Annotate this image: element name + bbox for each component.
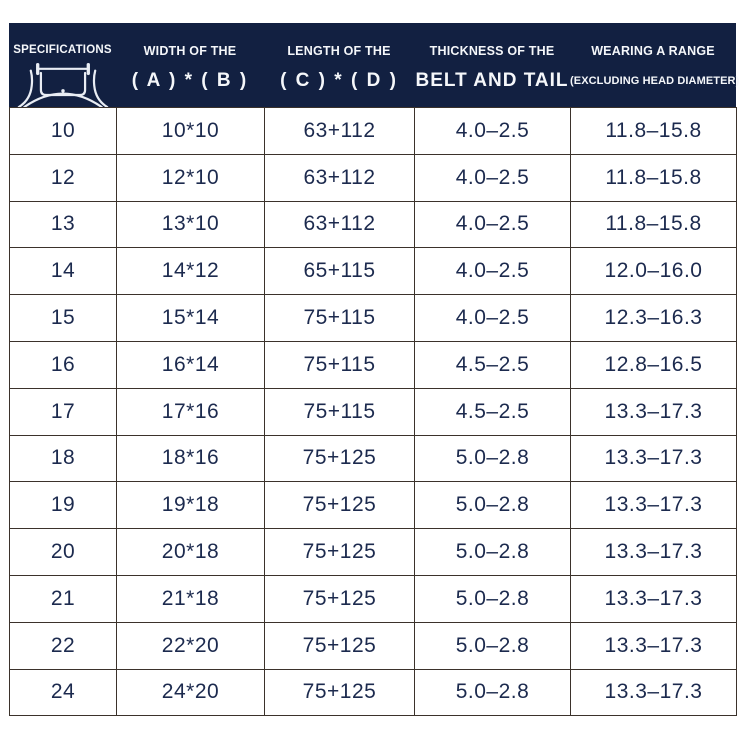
cell-wearing-range: 13.3–17.3 [571, 388, 737, 435]
cell-specification: 17 [10, 388, 117, 435]
header-wearing-range [570, 23, 740, 107]
cell-thickness: 5.0–2.8 [415, 575, 571, 622]
cell-width: 20*18 [117, 529, 265, 576]
cell-wearing-range: 13.3–17.3 [571, 669, 737, 716]
cell-wearing-range: 11.8–15.8 [571, 108, 737, 155]
cell-width: 21*18 [117, 575, 265, 622]
cell-width: 16*14 [117, 341, 265, 388]
cell-wearing-range: 13.3–17.3 [571, 575, 737, 622]
table-row [10, 529, 737, 576]
cell-width: 18*16 [117, 435, 265, 482]
cell-length: 75+125 [265, 575, 415, 622]
cell-specification: 16 [10, 341, 117, 388]
cell-length: 75+115 [265, 341, 415, 388]
cell-wearing-range: 13.3–17.3 [571, 622, 737, 669]
header-thickness [414, 23, 570, 107]
cell-specification: 20 [10, 529, 117, 576]
table-row [10, 201, 737, 248]
cell-wearing-range: 13.3–17.3 [571, 529, 737, 576]
cell-length: 63+112 [265, 201, 415, 248]
cell-length: 63+112 [265, 154, 415, 201]
cell-width: 12*10 [117, 154, 265, 201]
cell-width: 15*14 [117, 295, 265, 342]
header-length-formula: ( C ) * ( D ) [280, 70, 398, 91]
cell-width: 22*20 [117, 622, 265, 669]
cell-width: 10*10 [117, 108, 265, 155]
cell-thickness: 4.0–2.5 [415, 201, 571, 248]
cell-specification: 19 [10, 482, 117, 529]
cell-specification: 18 [10, 435, 117, 482]
header-wearing-range-label: WEARING A RANGE [591, 44, 715, 58]
cell-specification: 21 [10, 575, 117, 622]
cell-wearing-range: 12.0–16.0 [571, 248, 737, 295]
cell-specification: 13 [10, 201, 117, 248]
table-row [10, 108, 737, 155]
cell-thickness: 5.0–2.8 [415, 435, 571, 482]
cell-specification: 24 [10, 669, 117, 716]
cell-thickness: 4.5–2.5 [415, 388, 571, 435]
header-width-formula: ( A ) * ( B ) [131, 70, 249, 91]
table-row [10, 388, 737, 435]
header-specifications-label: SPECIFICATIONS [13, 44, 112, 56]
table-row [10, 295, 737, 342]
header-specifications [9, 23, 116, 107]
cell-wearing-range: 12.8–16.5 [571, 341, 737, 388]
table-row [10, 622, 737, 669]
header-thickness-sublabel: BELT AND TAIL [415, 70, 569, 91]
table-row [10, 575, 737, 622]
header-length [264, 23, 414, 107]
cell-length: 75+125 [265, 669, 415, 716]
cell-thickness: 5.0–2.8 [415, 669, 571, 716]
cell-wearing-range: 13.3–17.3 [571, 482, 737, 529]
cell-specification: 10 [10, 108, 117, 155]
table-row [10, 248, 737, 295]
cell-length: 75+125 [265, 529, 415, 576]
cell-length: 75+125 [265, 435, 415, 482]
header-width-label: WIDTH OF THE [143, 44, 237, 58]
cell-thickness: 4.0–2.5 [415, 154, 571, 201]
cell-width: 14*12 [117, 248, 265, 295]
cell-specification: 14 [10, 248, 117, 295]
cell-specification: 22 [10, 622, 117, 669]
cell-thickness: 4.0–2.5 [415, 108, 571, 155]
cell-width: 19*18 [117, 482, 265, 529]
cell-wearing-range: 12.3–16.3 [571, 295, 737, 342]
table-row [10, 341, 737, 388]
cell-thickness: 4.5–2.5 [415, 341, 571, 388]
table-row [10, 669, 737, 716]
cell-thickness: 4.0–2.5 [415, 248, 571, 295]
cell-length: 63+112 [265, 108, 415, 155]
cell-length: 75+115 [265, 295, 415, 342]
cell-width: 24*20 [117, 669, 265, 716]
table-row [10, 482, 737, 529]
cell-length: 75+125 [265, 622, 415, 669]
table-row [10, 154, 737, 201]
table-header [9, 23, 740, 107]
cell-thickness: 5.0–2.8 [415, 622, 571, 669]
header-wearing-range-note: (EXCLUDING HEAD DIAMETER) [570, 75, 740, 87]
cell-wearing-range: 11.8–15.8 [571, 154, 737, 201]
cell-length: 75+125 [265, 482, 415, 529]
cell-length: 65+115 [265, 248, 415, 295]
size-chart [9, 23, 740, 716]
cell-width: 13*10 [117, 201, 265, 248]
cell-length: 75+115 [265, 388, 415, 435]
cell-specification: 15 [10, 295, 117, 342]
header-length-label: LENGTH OF THE [287, 44, 391, 58]
header-thickness-label: THICKNESS OF THE [429, 44, 555, 58]
cell-specification: 12 [10, 154, 117, 201]
table-body [10, 108, 737, 716]
cell-thickness: 5.0–2.8 [415, 529, 571, 576]
cell-wearing-range: 11.8–15.8 [571, 201, 737, 248]
header-width [116, 23, 264, 107]
watch-lug-width-icon [16, 61, 110, 107]
cell-thickness: 5.0–2.8 [415, 482, 571, 529]
cell-thickness: 4.0–2.5 [415, 295, 571, 342]
spec-table [9, 107, 737, 716]
table-row [10, 435, 737, 482]
cell-width: 17*16 [117, 388, 265, 435]
cell-wearing-range: 13.3–17.3 [571, 435, 737, 482]
